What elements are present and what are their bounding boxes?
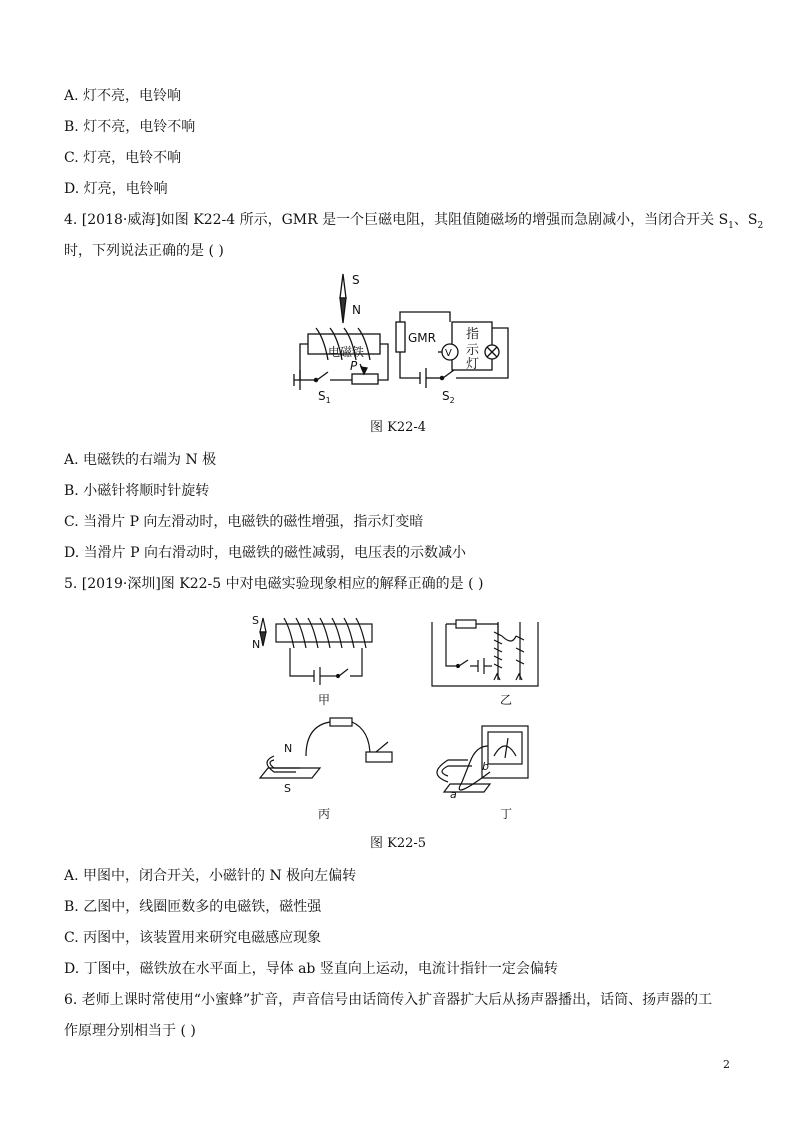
q4-stem-line2: 时，下列说法正确的是 ( ) xyxy=(64,243,224,259)
fig4-label-p: P xyxy=(350,359,358,373)
fig5-sublabel-jia: 甲 xyxy=(318,693,331,707)
q5-option-d: D. 丁图中，磁铁放在水平面上，导体 ab 竖直向上运动，电流计指针一定会偏转 xyxy=(64,961,558,977)
q4-stem-line1: 4. [2018·威海]如图 K22-4 所示，GMR 是一个巨磁电阻，其阻值随磁场的增强而急剧减小，当闭合开关 $S_1$、$S_2$ xyxy=(64,212,764,231)
fig4-label-gmr: GMR xyxy=(408,331,436,345)
q3-option-d: D. 灯亮，电铃响 xyxy=(64,181,168,197)
fig4-label-n: N xyxy=(352,303,361,317)
fig5-sublabel-ding: 丁 xyxy=(500,807,513,821)
page-number: 2 xyxy=(723,1058,730,1071)
fig5-ding-a: a xyxy=(450,788,457,801)
q3-option-c: C. 灯亮，电铃不响 xyxy=(64,150,182,166)
q5-option-b: B. 乙图中，线圈匝数多的电磁铁，磁性强 xyxy=(64,899,322,915)
fig5-bing-n: N xyxy=(284,742,293,755)
q3-option-b: B. 灯不亮，电铃不响 xyxy=(64,119,196,135)
fig5-jia-n: N xyxy=(252,638,261,651)
fig4-label-s2: $S_2$ xyxy=(442,389,455,405)
q4-option-b: B. 小磁针将顺时针旋转 xyxy=(64,483,210,499)
fig5-sublabel-bing: 丙 xyxy=(318,807,331,821)
figure-k22-5 xyxy=(250,606,550,828)
q3-option-a: A. 灯不亮，电铃响 xyxy=(64,88,182,104)
fig4-label-s1: $S_1$ xyxy=(318,389,331,405)
fig5-sublabel-yi: 乙 xyxy=(500,693,513,707)
q5-option-c: C. 丙图中，该装置用来研究电磁感应现象 xyxy=(64,930,322,946)
fig5-jia-s: S xyxy=(252,614,259,627)
q6-stem-line1: 6. 老师上课时常使用“小蜜蜂”扩音，声音信号由话筒传入扩音器扩大后从扬声器播出，话筒、扬声器的工 xyxy=(64,992,713,1008)
fig5-bing-s: S xyxy=(284,782,291,795)
figure-k22-4-caption: 图 K22-4 xyxy=(370,420,427,435)
fig4-label-electromagnet: 电磁铁 xyxy=(328,345,365,359)
figure-k22-5-caption: 图 K22-5 xyxy=(370,836,427,851)
q4-option-c: C. 当滑片 P 向左滑动时，电磁铁的磁性增强，指示灯变暗 xyxy=(64,514,424,530)
fig4-label-deng: 灯 xyxy=(466,357,480,372)
q5-stem: 5. [2019·深圳]图 K22-5 中对电磁实验现象相应的解释正确的是 ( ) xyxy=(64,576,484,592)
figure-k22-4 xyxy=(280,268,520,408)
fig4-label-s: S xyxy=(352,273,360,287)
fig4-label-zhi: 指 xyxy=(466,327,480,342)
q6-stem-line2: 作原理分别相当于 ( ) xyxy=(64,1023,196,1039)
q4-option-a: A. 电磁铁的右端为 N 极 xyxy=(64,452,217,468)
fig4-label-v: V xyxy=(445,348,452,359)
q5-option-a: A. 甲图中，闭合开关，小磁针的 N 极向左偏转 xyxy=(64,868,357,884)
q4-option-d: D. 当滑片 P 向右滑动时，电磁铁的磁性减弱，电压表的示数减小 xyxy=(64,545,466,561)
fig5-ding-b: b xyxy=(482,760,489,773)
fig4-label-shi: 示 xyxy=(466,343,480,358)
